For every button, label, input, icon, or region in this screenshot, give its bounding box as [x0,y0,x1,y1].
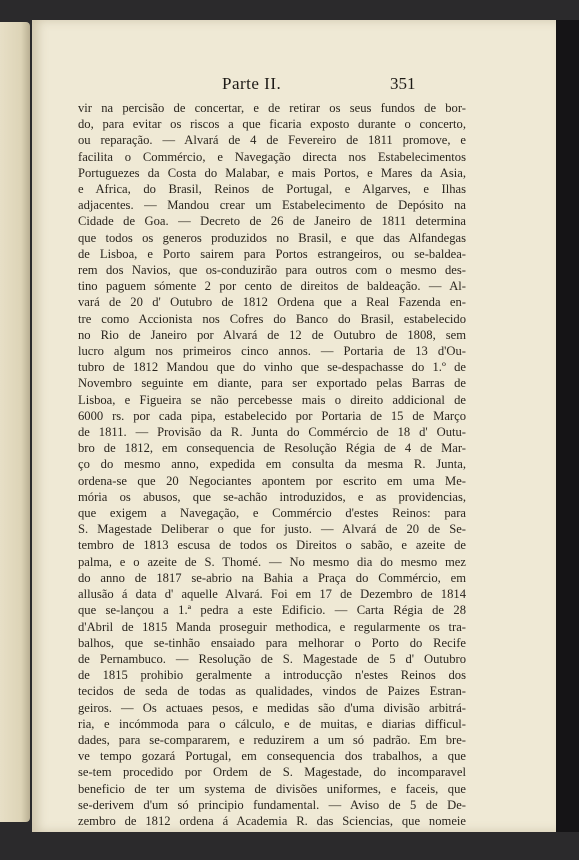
text-line: se-derivem d'um só principio fundamental. — Aviso de 5 de De- [78,797,466,812]
text-line: que se-lançou a 1.ª pedra a este Edificio. — Carta Régia de 28 [78,603,466,618]
text-line: tino paguem sómente 2 por cento de direitos de baldeação. — Al- [78,279,466,294]
text-line: tre como Accionista nos Cofres do Banco do Brasil, estabelecido [78,311,466,326]
body-text [78,100,466,829]
text-line: no Rio de Janeiro por Alvará de 12 de Outubro de 1808, sem [78,327,466,342]
text-line: tubro de 1812 Mandou que do vinho que se-despachasse do 1.º de [78,360,466,375]
text-line: Portuguezes da Costa do Malabar, e mais Portos, e Mares da Asia, [78,165,466,180]
text-line: Cidade de Goa. — Decreto de 26 de Janeiro de 1811 determina [78,214,466,229]
text-line: zembro de 1812 ordena á Academia R. das Sciencias, que nomeie [78,813,466,828]
text-line: vir na percisão de concertar, e de retirar os seus fundos de bor- [78,101,466,115]
text-line: ve tempo gozará Portugal, em consequencia dos trabalhos, a que [78,749,466,764]
text-line: ria, e incómmoda para o cálculo, e de muitas, e diarias difficul- [78,716,466,731]
text-line: beneficio de ter um systema de divisões uniformes, e faceis, que [78,781,466,796]
text-line: de 1811. — Provisão da R. Junta do Commércio de 18 d' Outu- [78,425,466,440]
text-line: vará de 20 d' Outubro de 1812 Ordena que a Real Fazenda en- [78,295,466,310]
text-line: dades, para se-compararem, e reduzirem a um só padrão. Em bre- [78,732,466,747]
text-line: do, para evitar os riscos a que ficaria exposto durante o concerto, [78,117,466,132]
text-line: de 1815 prohibio geralmente a introducção n'estes Reinos dos [78,668,466,683]
text-line: se-tem procedido por Ordem de S. Magestade, do incomparavel [78,765,466,780]
right-background-edge [556,20,579,832]
text-line: de Pernambuco. — Resolução de S. Magestade de 5 d' Outubro [78,651,466,666]
text-line: allusão á data d' aquelle Alvará. Foi em 17 de Dezembro de 1814 [78,587,466,602]
text-line: facilita o Commércio, e Navegação directa nos Estabelecimentos [78,149,466,164]
book-page [32,20,556,832]
text-line: bro de 1812, em consequencia de Resolução Régia de 4 de Mar- [78,441,466,456]
text-line: ou reparação. — Alvará de 4 de Fevereiro de 1811 promove, e [78,133,466,148]
text-line: adjacentes. — Mandou crear um Estabelecimento de Depósito na [78,198,466,213]
left-page-edge [0,22,30,822]
text-line: rem dos Navios, que os-conduzirão para outros com o mesmo des- [78,263,466,278]
text-line: Lisboa, e Figueira se não percebesse mais o direito addicional de [78,392,466,407]
text-line: ço do mesmo anno, expedida em consulta da mesma R. Junta, [78,457,466,472]
text-line: Novembro seguinte em diante, para ser exportado pelas Barras de [78,376,466,391]
text-line: d'Abril de 1815 Manda proseguir methodica, e regularmente os tra- [78,619,466,634]
text-line: que todos os generos produzidos no Brasil, e que das Alfandegas [78,230,466,245]
text-line: 6000 rs. por cada pipa, estabelecido por Portaria de 15 de Março [78,408,466,423]
text-line: balhos, que se-tinhão ensaiado para melhorar o Porto do Recife [78,635,466,650]
running-head: Parte II. [222,74,282,93]
page-number: 351 [390,74,416,93]
text-line: palma, e o azeite de S. Thomé. — No mesmo dia do mesmo mez [78,554,466,569]
text-line: do anno de 1817 se-abrio na Bahia a Praça do Commércio, em [78,570,466,585]
text-line: tecidos de seda de todas as qualidades, vindos de Paizes Estran- [78,684,466,699]
text-line: lucro algum nos primeiros cinco annos. — Portaria de 13 d'Ou- [78,344,466,359]
page-header [32,74,556,100]
text-line: S. Magestade Deliberar o que for justo. — Alvará de 20 de Se- [78,522,466,537]
text-line: tembro de 1813 escusa de todos os Direitos o sabão, e azeite de [78,538,466,553]
text-line: e Africa, do Brasil, Reinos de Portugal, e Algarves, e Ilhas [78,182,466,197]
text-line: que exigem a Navegação, e Commércio d'estes Reinos: para [78,506,466,521]
text-line: ordena-se que 20 Negociantes apontem por escrito em uma Me- [78,473,466,488]
text-line: de Lisboa, e Porto sairem para Portos estrangeiros, ou se-baldea- [78,246,466,261]
text-line: mória os abusos, que se-achão introduzidos, e as providencias, [78,489,466,504]
text-line: geiros. — Os actuaes pesos, e medidas são d'uma divisão arbitrá- [78,700,466,715]
